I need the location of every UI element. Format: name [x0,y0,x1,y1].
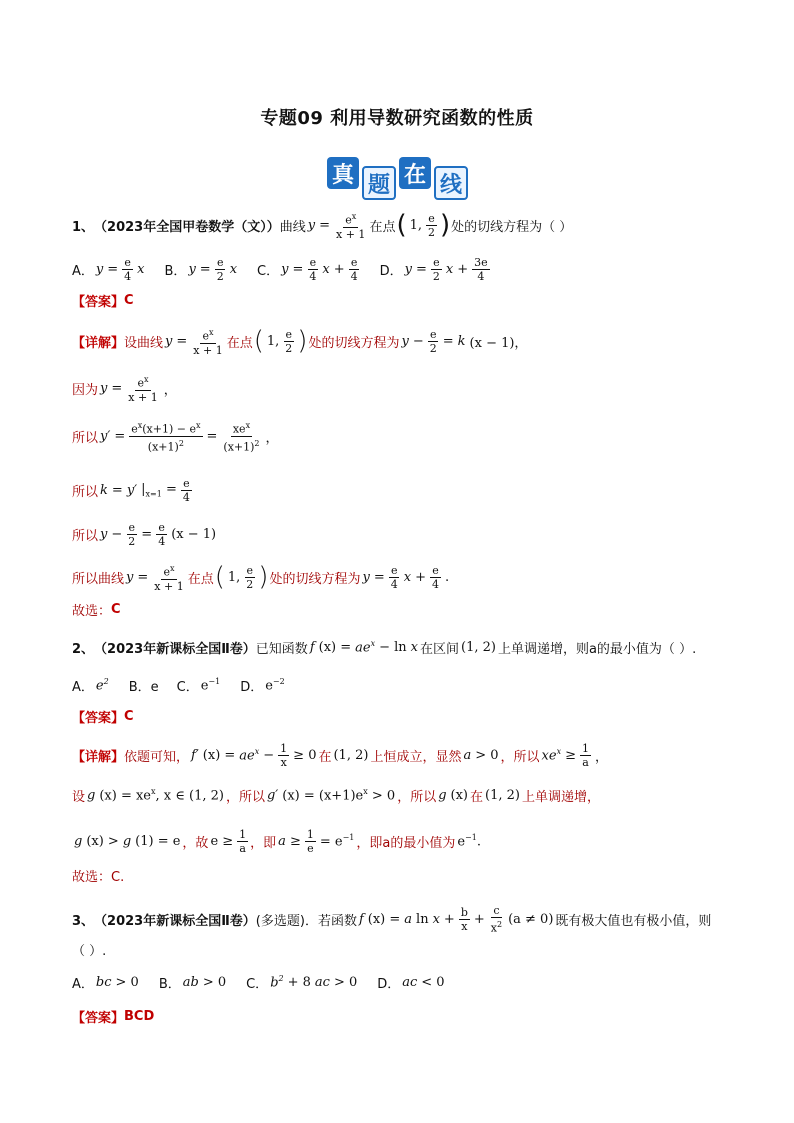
question-3-answer [72,1007,154,1026]
option-c[interactable]: C． $b^2$ + 8 ac > 0 [246,974,358,992]
q1-detail-line-1: 【详解】 设曲线 y = $\frac{e^x}{x + 1}$ 在点 ( 1, $\frac{e}{2}$ ) 处的切线方程为 y − $\frac{e}{2}$ = k (x − 1)， [72,326,528,357]
detail-text: 所以 [72,430,99,446]
question-number: 3、 [72,913,95,929]
option-label: D． [240,680,264,695]
question-number: 1、 [72,219,95,235]
detail-label: 【详解】 [72,335,125,351]
q1-choose [72,600,121,619]
question-text: 既有极大值也有极小值，则 [555,913,712,929]
option-b[interactable]: B． ab > 0 [158,975,227,992]
option-a[interactable]: A． y = $\frac{e}{4}$ x [72,256,145,283]
detail-text: ，所以 [397,790,437,805]
choose-value: C [111,602,121,617]
question-3-cont [72,940,106,959]
q1-detail-line-2: 因为 y = $\frac{e^x}{x + 1}$ ， [72,375,177,404]
choose-label: 故选：C. [72,870,125,885]
page-title: 专题09 利用导数研究函数的性质 [260,108,534,129]
q2-detail-line-3: g (x) > g (1) = e ，故 e ≥ $\frac{1}{a}$ ，即 a ≥ $\frac{1}{e}$ = $e^{-1}$ ，即a的最小值为 $e^{-1}$. [74,828,481,855]
detail-label: 【详解】 [72,750,125,765]
detail-text: 处的切线方程为 [269,571,361,587]
q1-detail-line-3: 所以 y′ = $\frac{e^x(x+1) - e^x}{(x+1)^2}$ = $\frac{xe^x}{(x+1)^2}$ ， [72,421,279,454]
question-3: 3、 （2023年新课标全国Ⅱ卷） (多选题)．若函数 f (x) = a ln x + $\frac{b}{x}$ + $\frac{c}{x^2}$ (a ≠ 0) 既有极大值也有极小值，则 [72,904,712,935]
option-label: B． [158,977,181,992]
question-text: 处的切线方程为（ ） [451,219,573,235]
detail-text: ，即 [250,836,277,851]
option-d[interactable]: D． ac < 0 [377,975,445,992]
answer-value: BCD [124,1009,155,1024]
question-text: (多选题)．若函数 [255,913,357,929]
detail-text: 设 [72,790,86,805]
detail-text: 所以曲线 [72,571,125,587]
answer-label: 【答案】 [72,711,125,726]
detail-text: 上单调递增， [521,790,600,805]
option-label: A． [72,977,94,992]
detail-text: 设曲线 [124,335,164,351]
option-b[interactable] [129,676,159,695]
badge-char: 题 [362,166,396,200]
detail-text: 在 [470,790,484,805]
option-a[interactable]: A． bc > 0 [72,975,139,992]
badge-char: 线 [434,166,468,200]
option-label: C． [257,264,280,279]
section-badge [327,160,468,200]
option-b[interactable]: B． y = $\frac{e}{2}$ x [164,256,238,283]
question-2: 2、 （2023年新课标全国Ⅱ卷） 已知函数 f (x) = $ae^x$ − ln x 在区间 (1, 2) 上单调递增，则a的最小值为（ ）. [72,639,697,657]
question-1-options [72,256,510,283]
q2-detail-line-1: 【详解】 依题可知， f′ (x) = $ae^x$ − $\frac{1}{x}$ ≥ 0 在 (1, 2) 上恒成立，显然 a > 0 ，所以 $xe^x$ ≥ $\frac{1}{a}$ ， [72,742,608,769]
option-label: D． [377,977,401,992]
question-text: 上单调递增，则a的最小值为（ ）. [497,642,697,657]
option-label: A． [72,680,94,695]
detail-text: 因为 [72,382,99,398]
option-label: D． [379,264,403,279]
question-3-options [72,973,465,992]
option-label: B． [164,264,187,279]
question-number: 2、 [72,642,95,657]
answer-value: C [124,709,134,724]
option-c[interactable]: C． $e^{-1}$ [176,677,221,695]
question-text: 在点 [369,219,396,235]
detail-text: ，即a的最小值为 [356,836,456,851]
badge-char: 真 [327,157,359,189]
q1-detail-line-6: 所以曲线 y = $\frac{e^x}{x + 1}$ 在点 ( 1, $\frac{e}{2}$ ) 处的切线方程为 y = $\frac{e}{4}$ x + $\frac{e}{4}$ . [72,562,450,593]
detail-text: 所以 [72,529,99,544]
option-label: C． [176,680,199,695]
detail-text: ，所以 [500,750,540,765]
question-1-answer [72,291,134,310]
detail-text: 依题可知， [124,750,190,765]
detail-text: 在 [318,750,332,765]
detail-text: 在点 [187,571,214,587]
detail-text: 上恒成立，显然 [370,750,462,765]
badge-char: 在 [399,157,431,189]
option-c[interactable]: C． y = $\frac{e}{4}$ x + $\frac{e}{4}$ [257,256,358,283]
question-text: （ ）. [72,944,107,959]
option-label: B．e [128,680,159,695]
question-2-answer [72,707,134,726]
option-d[interactable]: D． y = $\frac{e}{2}$ x + $\frac{3e}{4}$ [379,256,488,283]
answer-label: 【答案】 [72,295,125,310]
q2-choose [72,866,124,885]
detail-text: 处的切线方程为 [308,335,400,351]
detail-text: ，故 [182,836,209,851]
question-text: 曲线 [279,219,306,235]
question-text: 在区间 [420,642,460,657]
option-label: C． [246,977,269,992]
detail-text: 所以 [72,485,99,500]
option-d[interactable]: D． $e^{-2}$ [240,677,285,695]
q2-detail-line-2: 设 g $(x) = xe^x$, x ∈ (1, 2) ，所以 g′ $(x) = (x+1)e^x > 0$ ，所以 g (x) 在 (1, 2) 上单调递增， [72,787,600,805]
answer-value: C [124,293,134,308]
choose-label: 故选： [72,604,112,619]
question-2-options [72,676,305,695]
question-text: 已知函数 [255,642,308,657]
option-a[interactable]: A． $e^2$ [72,677,109,695]
question-source: （2023年新课标全国Ⅱ卷） [94,642,256,657]
question-source: （2023年新课标全国Ⅱ卷） [94,913,256,929]
q1-detail-line-5: 所以 y − $\frac{e}{2}$ = $\frac{e}{4}$ (x − 1) [72,521,217,548]
detail-text: 在点 [226,335,253,351]
answer-label: 【答案】 [72,1011,125,1026]
question-source: （2023年全国甲卷数学（文）） [94,219,280,235]
option-label: A． [72,264,94,279]
detail-text: ，所以 [225,790,265,805]
question-1: 1、 （2023年全国甲卷数学（文）） 曲线 y = $\frac{e^x}{x + 1}$ 在点 ( 1, $\frac{e}{2}$ ) 处的切线方程为（ ） [72,210,573,241]
q1-detail-line-4: 所以 k = y′ $|_{x=1}$ = $\frac{e}{4}$ [72,477,190,504]
